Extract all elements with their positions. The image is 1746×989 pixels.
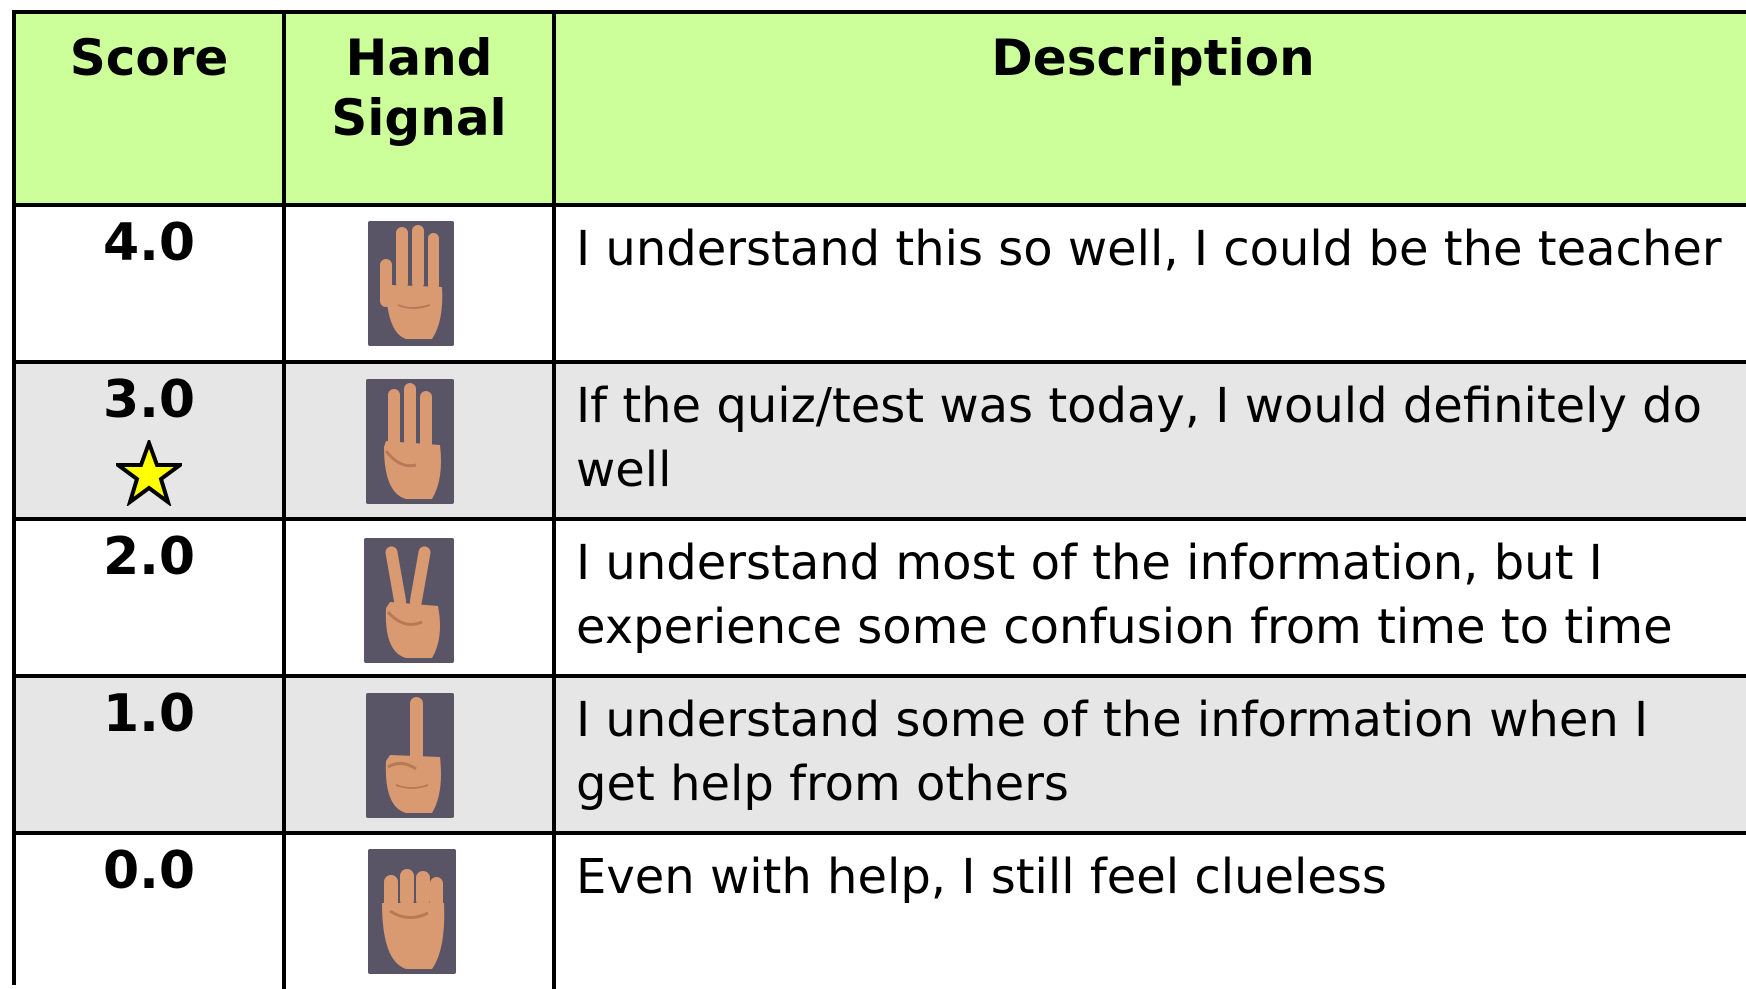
description-text: I understand most of the information, but I experience some confusion from time to time xyxy=(576,535,1673,655)
hand-signal-cell xyxy=(286,835,556,989)
fist-hand-icon xyxy=(368,849,456,974)
score-cell xyxy=(16,678,286,835)
score-value: 3.0 xyxy=(102,370,196,430)
two-fingers-hand-icon xyxy=(364,538,454,663)
score-value: 2.0 xyxy=(102,527,196,587)
score-value: 4.0 xyxy=(102,213,196,273)
hand-signal-cell xyxy=(286,521,556,678)
score-value: 0.0 xyxy=(102,841,196,901)
four-fingers-hand-icon xyxy=(368,221,454,346)
hand-signal-cell xyxy=(286,678,556,835)
header-score: Score xyxy=(69,29,229,87)
description-cell xyxy=(556,207,1746,364)
header-hand-signal: Hand Signal xyxy=(331,29,507,147)
description-text: I understand this so well, I could be the teacher xyxy=(576,221,1722,277)
description-cell xyxy=(556,678,1746,835)
score-cell xyxy=(16,835,286,989)
description-cell xyxy=(556,835,1746,989)
description-text: If the quiz/test was today, I would definitely do well xyxy=(576,378,1703,498)
description-cell xyxy=(556,521,1746,678)
star-icon xyxy=(116,440,182,506)
description-cell xyxy=(556,364,1746,521)
score-cell xyxy=(16,207,286,364)
header-description-cell xyxy=(556,14,1746,207)
header-score-cell xyxy=(16,14,286,207)
hand-signal-cell xyxy=(286,207,556,364)
hand-signal-cell xyxy=(286,364,556,521)
score-cell xyxy=(16,364,286,521)
score-cell xyxy=(16,521,286,678)
description-text: Even with help, I still feel clueless xyxy=(576,849,1387,905)
three-fingers-hand-icon xyxy=(366,379,454,504)
header-hand-signal-cell xyxy=(286,14,556,207)
score-value: 1.0 xyxy=(102,684,196,744)
header-description: Description xyxy=(991,29,1315,87)
hand-signal-rubric-table xyxy=(12,10,1746,985)
one-finger-hand-icon xyxy=(366,693,454,818)
description-text: I understand some of the information when I get help from others xyxy=(576,692,1649,812)
